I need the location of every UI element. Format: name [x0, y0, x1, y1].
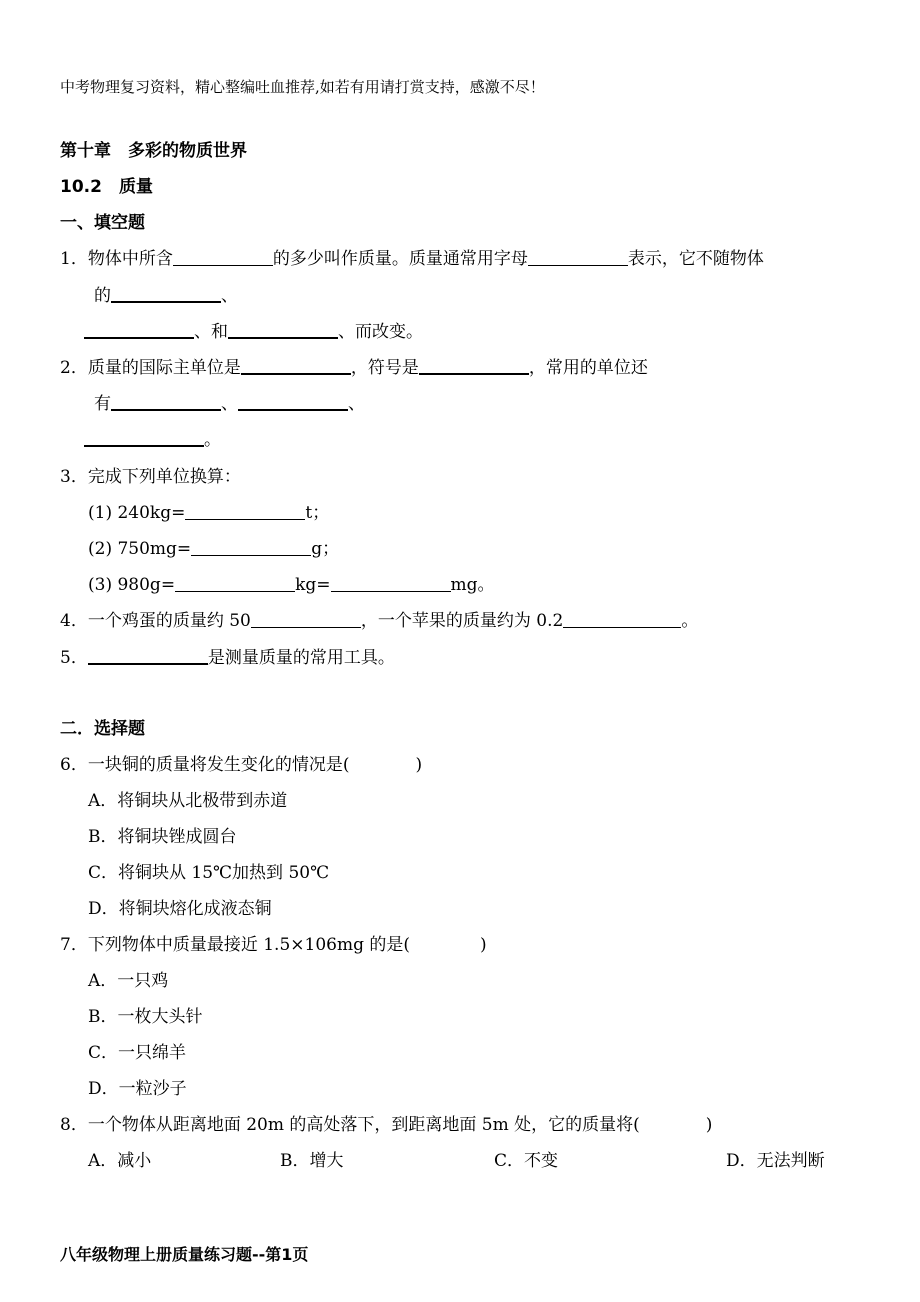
question-5: 5． 是测量质量的常用工具。 — [60, 648, 395, 668]
question-8-option-a[interactable]: A．减小 — [88, 1151, 152, 1171]
answer-blank[interactable] — [528, 248, 628, 266]
question-6-option-b[interactable]: B．将铜块锉成圆台 — [88, 827, 237, 847]
question-3-item-3: (3) 980g= kg= mg。 — [88, 575, 495, 595]
answer-blank[interactable] — [238, 392, 348, 411]
header-note: 中考物理复习资料，精心整编吐血推荐,如若有用请打赏支持，感激不尽！ — [60, 78, 545, 96]
answer-blank[interactable] — [173, 248, 273, 266]
chapter-title: 第十章 多彩的物质世界 — [60, 141, 247, 161]
question-6-stem: 6．一块铜的质量将发生变化的情况是( ) — [60, 755, 423, 775]
answer-blank[interactable] — [331, 574, 451, 592]
question-1-line-1: 1．物体中所含 的多少叫作质量。质量通常用字母 表示，它不随物体 — [60, 249, 764, 269]
question-7-option-b[interactable]: B．一枚大头针 — [88, 1007, 203, 1027]
question-1-line-3: 、和 、而改变。 — [84, 320, 423, 343]
question-2-line-2: 有 、 、 — [94, 394, 365, 414]
part2-title: 二．选择题 — [60, 719, 145, 739]
question-7-option-d[interactable]: D．一粒沙子 — [88, 1079, 187, 1099]
question-8-option-c[interactable]: C．不变 — [494, 1151, 559, 1171]
answer-blank[interactable] — [563, 610, 681, 628]
answer-blank[interactable] — [228, 320, 338, 339]
question-3-title: 3．完成下列单位换算： — [60, 467, 241, 487]
question-8-option-d[interactable]: D．无法判断 — [726, 1151, 825, 1171]
question-7-stem: 7．下列物体中质量最接近 1.5×106mg 的是( ) — [60, 935, 487, 955]
question-1-line-2: 的 、 — [94, 286, 238, 306]
page-footer: 八年级物理上册质量练习题--第1页 — [60, 1245, 309, 1264]
question-8-option-b[interactable]: B．增大 — [280, 1151, 344, 1171]
question-7-option-a[interactable]: A．一只鸡 — [88, 971, 169, 991]
question-8-stem: 8．一个物体从距离地面 20m 的高处落下，到距离地面 5m 处，它的质量将( ) — [60, 1115, 713, 1135]
question-4: 4．一个鸡蛋的质量约 50 ，一个苹果的质量约为 0.2 。 — [60, 611, 699, 631]
answer-blank[interactable] — [251, 610, 361, 628]
question-6-option-d[interactable]: D．将铜块熔化成液态铜 — [88, 899, 272, 919]
answer-blank[interactable] — [185, 502, 305, 520]
section-title: 10.2 质量 — [60, 177, 153, 197]
answer-blank[interactable] — [175, 574, 295, 592]
part1-title: 一、填空题 — [60, 213, 145, 233]
question-7-option-c[interactable]: C．一只绵羊 — [88, 1043, 187, 1063]
answer-blank[interactable] — [419, 356, 529, 375]
answer-blank[interactable] — [88, 646, 208, 665]
answer-blank[interactable] — [84, 320, 194, 339]
answer-blank[interactable] — [111, 284, 221, 303]
question-3-item-1: (1) 240kg= t； — [88, 503, 330, 523]
answer-blank[interactable] — [191, 538, 311, 556]
question-6-option-a[interactable]: A．将铜块从北极带到赤道 — [88, 791, 288, 811]
question-2-line-3: 。 — [84, 428, 221, 451]
question-3-item-2: (2) 750mg= g； — [88, 539, 340, 559]
answer-blank[interactable] — [111, 392, 221, 411]
answer-blank[interactable] — [84, 428, 204, 447]
answer-blank[interactable] — [241, 356, 351, 375]
question-2-line-1: 2．质量的国际主单位是 ，符号是 ，常用的单位还 — [60, 358, 648, 378]
question-6-option-c[interactable]: C．将铜块从 15℃加热到 50℃ — [88, 863, 330, 883]
